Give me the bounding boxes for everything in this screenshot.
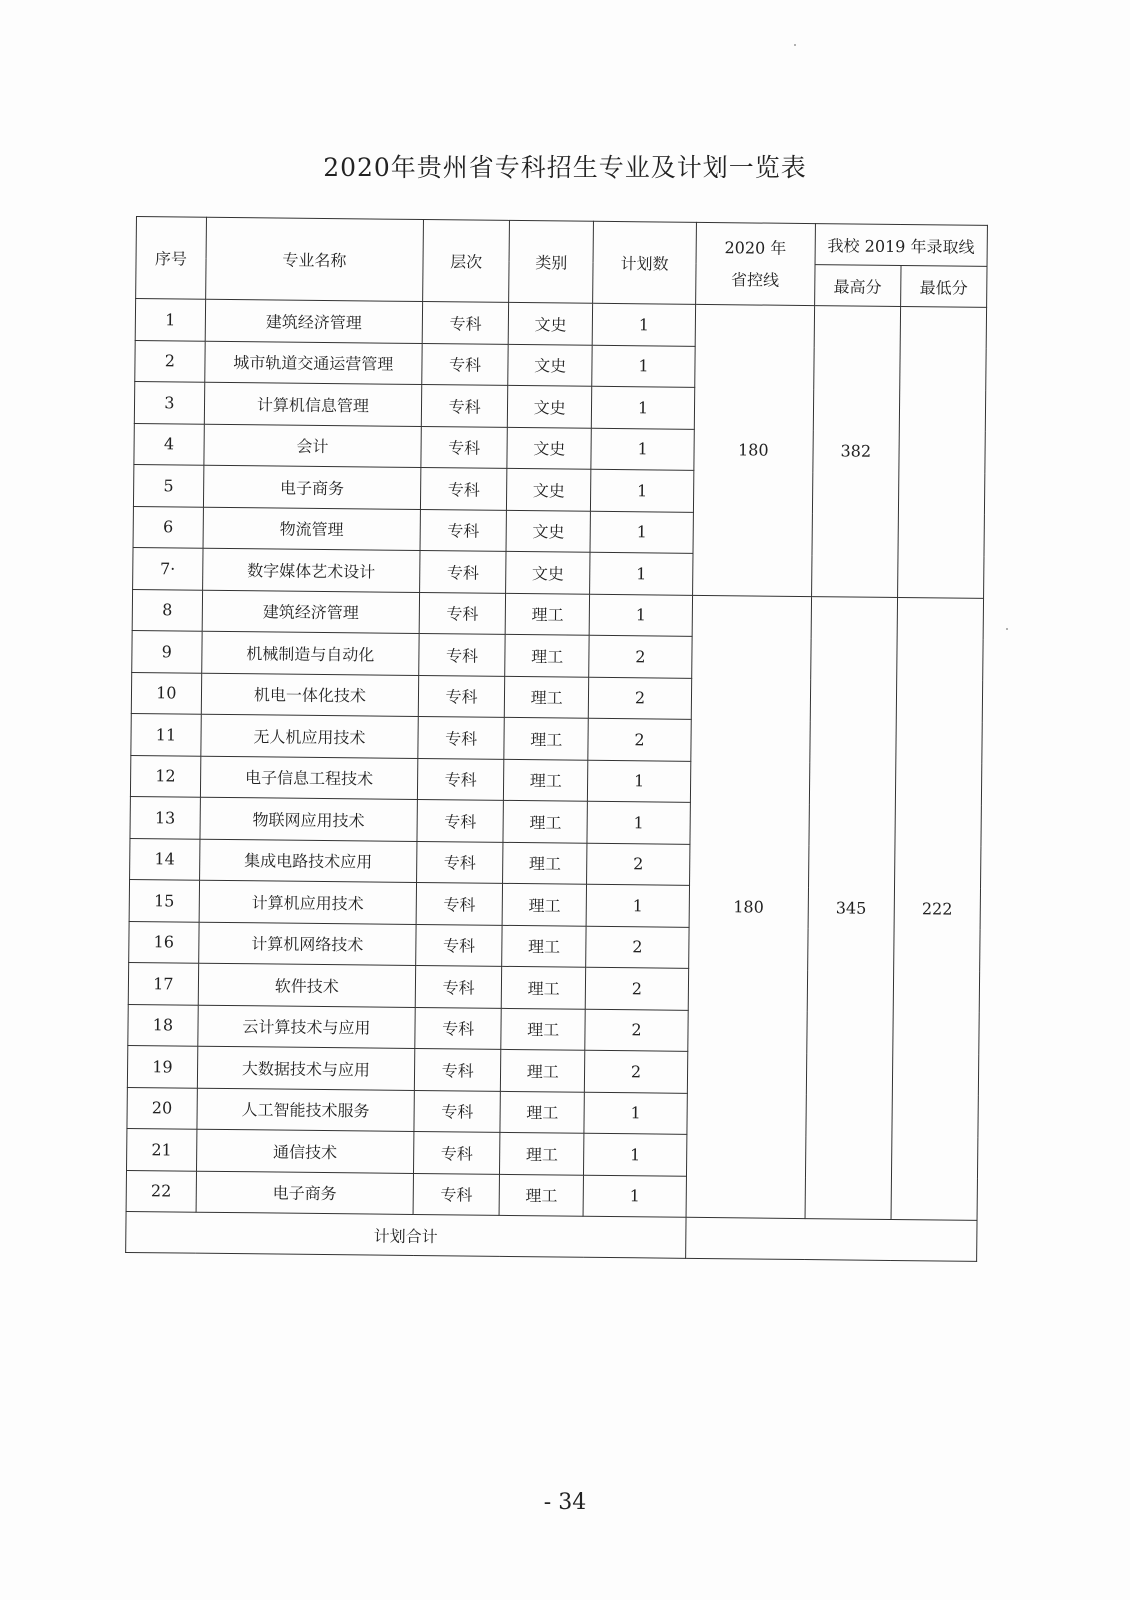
cell-category: 理工	[503, 800, 587, 842]
cell-major: 会计	[204, 424, 422, 468]
cell-category: 理工	[501, 1049, 585, 1091]
cell-plan: 1	[592, 386, 695, 429]
header-school-line: 我校 2019 年录取线	[815, 224, 988, 267]
cell-seq: 6	[133, 506, 203, 548]
enrollment-plan-table	[125, 216, 988, 1262]
header-province-line	[695, 222, 815, 305]
cell-category: 文史	[508, 385, 592, 427]
cell-major: 集成电路技术应用	[199, 839, 417, 883]
total-label: 计划合计	[126, 1211, 686, 1258]
cell-seq: 12	[130, 755, 200, 797]
cell-category: 文史	[507, 468, 591, 510]
cell-seq: 17	[128, 962, 198, 1004]
cell-category: 理工	[504, 676, 588, 718]
cell-plan: 1	[591, 469, 694, 512]
cell-category: 理工	[505, 634, 589, 676]
cell-category: 理工	[504, 759, 588, 801]
cell-level: 专科	[422, 343, 509, 385]
cell-plan: 2	[585, 1009, 688, 1052]
cell-min-science: 222	[891, 597, 984, 1220]
cell-level: 专科	[413, 1173, 500, 1215]
cell-level: 专科	[418, 716, 505, 758]
cell-major: 物联网应用技术	[200, 797, 418, 841]
cell-seq: 9	[132, 630, 202, 672]
cell-major: 建筑经济管理	[202, 590, 420, 634]
cell-major: 电子商务	[196, 1171, 414, 1215]
cell-major: 软件技术	[198, 963, 416, 1007]
cell-major: 物流管理	[203, 507, 421, 551]
cell-seq: 19	[127, 1045, 197, 1087]
cell-category: 理工	[502, 883, 586, 925]
cell-category: 理工	[501, 966, 585, 1008]
cell-major: 机电一体化技术	[201, 673, 419, 717]
cell-major: 通信技术	[196, 1129, 414, 1173]
cell-level: 专科	[419, 592, 506, 634]
cell-plan: 2	[587, 843, 690, 886]
cell-category: 文史	[508, 302, 592, 344]
scan-speck	[794, 44, 796, 46]
cell-seq: 16	[129, 921, 199, 963]
cell-plan: 1	[584, 1092, 687, 1135]
cell-major: 城市轨道交通运营管理	[204, 341, 422, 385]
cell-plan: 1	[589, 594, 692, 637]
cell-seq: 21	[127, 1128, 197, 1170]
scan-speck	[1006, 628, 1008, 630]
cell-plan: 2	[589, 677, 692, 720]
cell-seq: 18	[128, 1004, 198, 1046]
cell-category: 理工	[499, 1174, 583, 1216]
cell-major: 云计算技术与应用	[198, 1005, 416, 1049]
table-body	[126, 299, 987, 1221]
cell-category: 理工	[501, 1008, 585, 1050]
cell-major: 大数据技术与应用	[197, 1046, 415, 1090]
cell-category: 理工	[500, 1132, 584, 1174]
cell-seq: 20	[127, 1087, 197, 1129]
header-max: 最高分	[814, 265, 901, 307]
cell-seq: 14	[130, 838, 200, 880]
cell-seq: 3	[134, 381, 204, 423]
cell-plan: 1	[588, 760, 691, 803]
cell-major: 电子商务	[203, 465, 421, 509]
header-major: 专业名称	[205, 217, 423, 301]
cell-level: 专科	[416, 924, 503, 966]
cell-plan: 2	[585, 1050, 688, 1093]
cell-seq: 7·	[133, 547, 203, 589]
cell-max-arts: 382	[811, 306, 900, 597]
cell-category: 理工	[504, 717, 588, 759]
header-plan: 计划数	[593, 221, 696, 304]
total-row	[126, 1211, 977, 1261]
cell-major: 机械制造与自动化	[201, 631, 419, 675]
cell-seq: 15	[129, 879, 199, 921]
cell-category: 文史	[506, 510, 590, 552]
total-value	[685, 1217, 977, 1261]
cell-major: 无人机应用技术	[201, 714, 419, 758]
cell-plan: 2	[585, 967, 688, 1010]
cell-major: 电子信息工程技术	[200, 756, 418, 800]
cell-seq: 5	[133, 464, 203, 506]
cell-seq: 1	[135, 299, 205, 341]
cell-plan: 1	[592, 345, 695, 388]
cell-seq: 4	[134, 423, 204, 465]
cell-major: 人工智能技术服务	[197, 1088, 415, 1132]
cell-province-line-science: 180	[686, 595, 811, 1219]
cell-level: 专科	[422, 302, 509, 344]
header-province-line-label: 省控线	[731, 269, 780, 290]
cell-major: 建筑经济管理	[205, 299, 423, 343]
cell-seq: 22	[126, 1170, 196, 1212]
cell-max-science: 345	[805, 596, 898, 1219]
cell-category: 理工	[505, 593, 589, 635]
cell-level: 专科	[421, 385, 508, 427]
cell-major: 计算机网络技术	[198, 922, 416, 966]
cell-level: 专科	[420, 550, 507, 592]
cell-level: 专科	[421, 467, 508, 509]
cell-category: 文史	[506, 551, 590, 593]
cell-level: 专科	[416, 882, 503, 924]
header-province-line-year: 2020 年	[724, 237, 787, 258]
cell-plan: 1	[584, 1133, 687, 1176]
cell-category: 理工	[502, 925, 586, 967]
cell-seq: 10	[131, 672, 201, 714]
cell-level: 专科	[417, 799, 504, 841]
cell-level: 专科	[419, 633, 506, 675]
header-min: 最低分	[900, 266, 987, 308]
cell-major: 数字媒体艺术设计	[202, 548, 420, 592]
cell-level: 专科	[417, 758, 504, 800]
cell-plan: 1	[587, 801, 690, 844]
cell-level: 专科	[415, 965, 502, 1007]
cell-plan: 1	[583, 1175, 686, 1218]
cell-level: 专科	[421, 426, 508, 468]
cell-seq: 2	[135, 340, 205, 382]
cell-category: 文史	[507, 427, 591, 469]
page-number: - 34	[543, 1490, 587, 1515]
cell-plan: 1	[586, 884, 689, 927]
page-title: 2020年贵州省专科招生专业及计划一览表	[323, 153, 807, 182]
cell-major: 计算机信息管理	[204, 382, 422, 426]
cell-plan: 1	[590, 511, 693, 554]
cell-plan: 2	[589, 635, 692, 678]
cell-plan: 1	[592, 303, 695, 346]
cell-level: 专科	[418, 675, 505, 717]
header-seq: 序号	[136, 217, 207, 300]
cell-category: 理工	[503, 842, 587, 884]
header-category: 类别	[509, 220, 594, 303]
cell-seq: 13	[130, 796, 200, 838]
cell-level: 专科	[415, 1007, 502, 1049]
cell-level: 专科	[414, 1048, 501, 1090]
cell-seq: 8	[132, 589, 202, 631]
cell-major: 计算机应用技术	[199, 880, 417, 924]
cell-category: 文史	[508, 344, 592, 386]
cell-plan: 2	[588, 718, 691, 761]
cell-level: 专科	[414, 1131, 501, 1173]
cell-plan: 2	[586, 926, 689, 969]
cell-min-arts	[897, 307, 986, 598]
cell-category: 理工	[500, 1091, 584, 1133]
header-level: 层次	[423, 220, 510, 303]
cell-seq: 11	[131, 713, 201, 755]
cell-level: 专科	[414, 1090, 501, 1132]
cell-level: 专科	[420, 509, 507, 551]
cell-level: 专科	[417, 841, 504, 883]
cell-province-line-arts: 180	[692, 304, 814, 596]
cell-plan: 1	[591, 428, 694, 471]
cell-plan: 1	[590, 552, 693, 595]
